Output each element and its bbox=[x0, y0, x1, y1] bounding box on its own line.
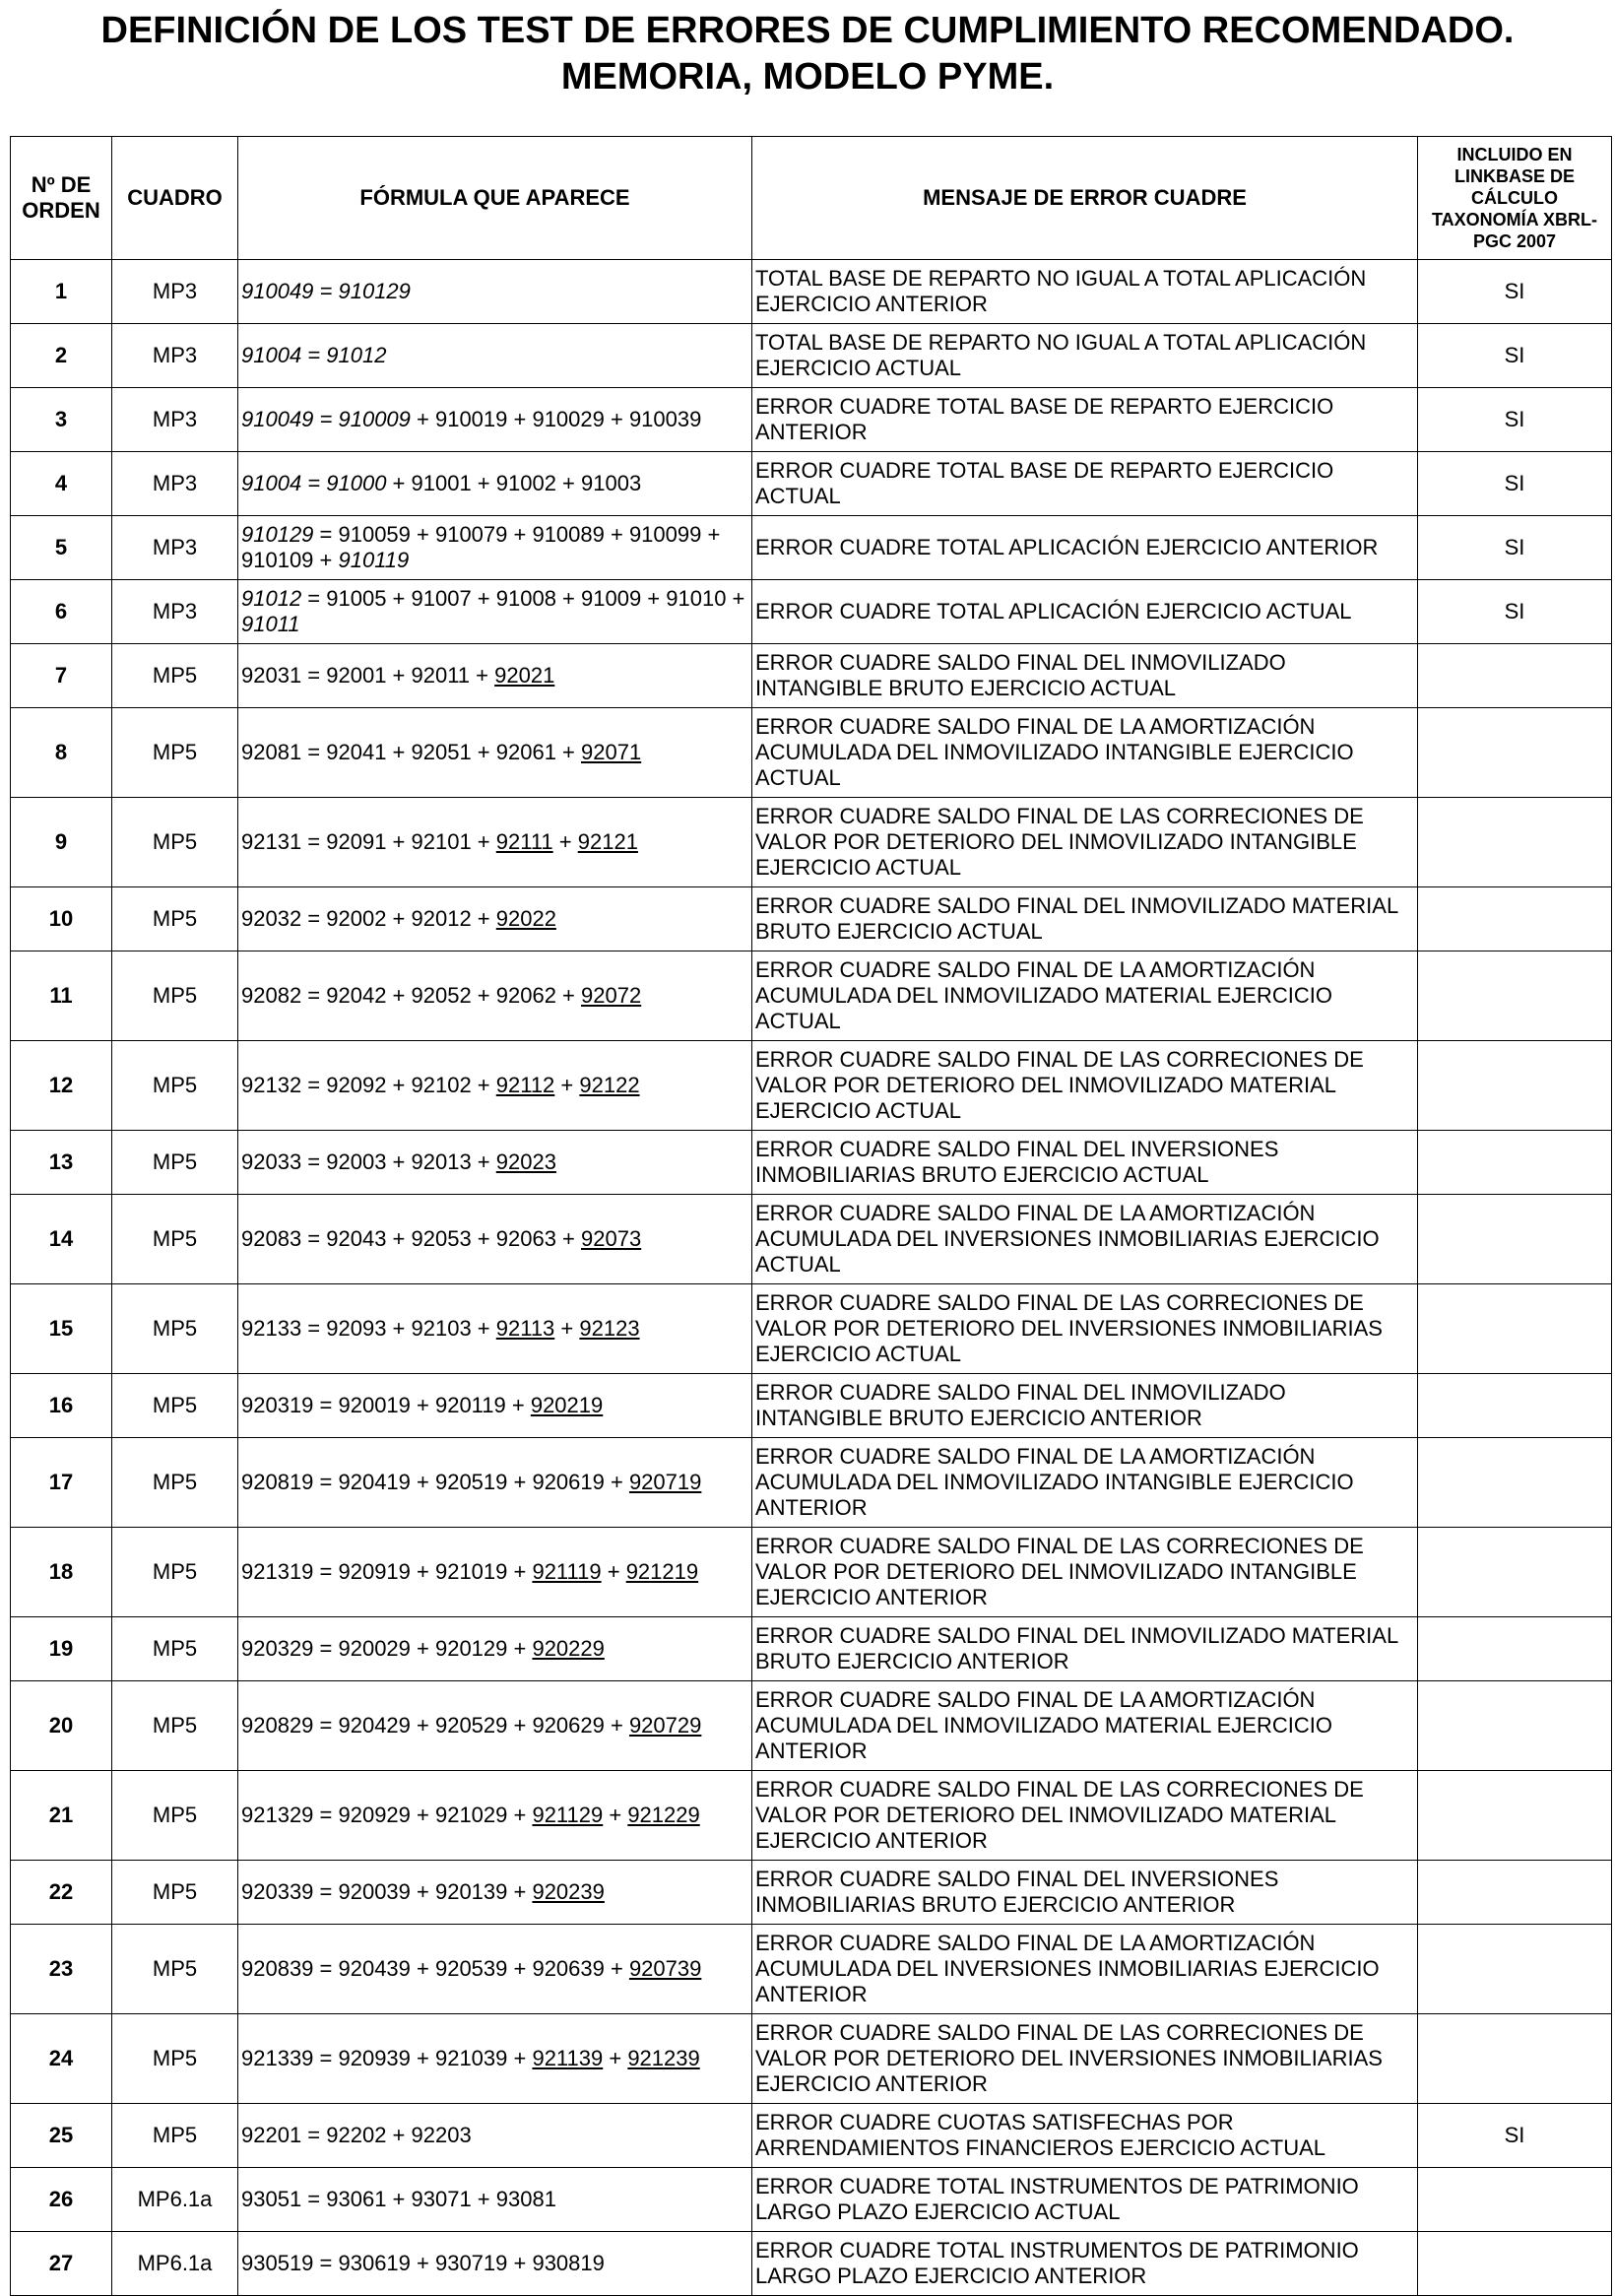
included-cell bbox=[1418, 1131, 1612, 1195]
title-line-2: MEMORIA, MODELO PYME. bbox=[560, 56, 1055, 98]
order-number-cell: 4 bbox=[11, 452, 112, 516]
cuadro-cell: MP3 bbox=[112, 516, 238, 580]
table-row bbox=[11, 1041, 1612, 1131]
included-cell bbox=[1418, 1528, 1612, 1617]
cuadro-cell: MP5 bbox=[112, 798, 238, 887]
table-row bbox=[11, 1617, 1612, 1681]
cuadro-cell: MP5 bbox=[112, 1771, 238, 1861]
order-number-cell: 6 bbox=[11, 580, 112, 644]
order-number-cell: 11 bbox=[11, 951, 112, 1041]
formula-segment: 92073 bbox=[581, 1226, 642, 1251]
error-message-cell: ERROR CUADRE SALDO FINAL DE LAS CORRECIONES DE VALOR POR DETERIORO DEL INVERSIONES INMOBILIARIAS EJERCICIO ACTUAL bbox=[752, 1284, 1418, 1374]
order-number-cell: 17 bbox=[11, 1438, 112, 1528]
order-number-cell: 5 bbox=[11, 516, 112, 580]
error-message-cell: ERROR CUADRE TOTAL APLICACIÓN EJERCICIO ANTERIOR bbox=[752, 516, 1418, 580]
formula-segment: 92121 bbox=[577, 829, 638, 854]
formula-segment: 92112 bbox=[495, 1073, 555, 1097]
included-cell: SI bbox=[1418, 580, 1612, 644]
error-message-cell: ERROR CUADRE SALDO FINAL DE LAS CORRECIONES DE VALOR POR DETERIORO DEL INMOVILIZADO INTANGIBLE EJERCICIO ANTERIOR bbox=[752, 1528, 1418, 1617]
error-message-cell: ERROR CUADRE SALDO FINAL DE LA AMORTIZACIÓN ACUMULADA DEL INMOVILIZADO MATERIAL EJERCICIO ANTERIOR bbox=[752, 1681, 1418, 1771]
formula-cell bbox=[238, 388, 752, 452]
order-number-cell: 2 bbox=[11, 324, 112, 388]
included-cell: SI bbox=[1418, 2104, 1612, 2168]
order-number-cell: 14 bbox=[11, 1195, 112, 1284]
formula-segment: 920329 = 920029 + 920129 + bbox=[241, 1636, 533, 1661]
table-row bbox=[11, 951, 1612, 1041]
error-message-cell: ERROR CUADRE SALDO FINAL DE LAS CORRECIONES DE VALOR POR DETERIORO DEL INVERSIONES INMOBILIARIAS EJERCICIO ANTERIOR bbox=[752, 2014, 1418, 2104]
formula-segment: 92113 bbox=[495, 1316, 555, 1341]
order-number-cell: 13 bbox=[11, 1131, 112, 1195]
formula-segment: 92033 = 92003 + 92013 + bbox=[241, 1149, 496, 1174]
formula-segment: + bbox=[552, 829, 578, 854]
table-row bbox=[11, 1374, 1612, 1438]
cuadro-cell: MP3 bbox=[112, 260, 238, 324]
formula-segment: + bbox=[554, 1073, 580, 1097]
table-row bbox=[11, 1771, 1612, 1861]
order-number-cell: 23 bbox=[11, 1925, 112, 2014]
order-number-cell: 8 bbox=[11, 708, 112, 798]
order-number-cell: 20 bbox=[11, 1681, 112, 1771]
cuadro-cell: MP5 bbox=[112, 1195, 238, 1284]
table-row bbox=[11, 1131, 1612, 1195]
formula-cell bbox=[238, 1771, 752, 1861]
table-row bbox=[11, 2232, 1612, 2296]
formula-cell bbox=[238, 1617, 752, 1681]
formula-segment: 921129 bbox=[532, 1803, 604, 1827]
formula-segment: 92032 = 92002 + 92012 + bbox=[241, 906, 496, 931]
order-number-cell: 15 bbox=[11, 1284, 112, 1374]
order-number-cell: 27 bbox=[11, 2232, 112, 2296]
formula-cell bbox=[238, 798, 752, 887]
formula-segment: + bbox=[554, 1316, 580, 1341]
error-message-cell: ERROR CUADRE SALDO FINAL DE LA AMORTIZACIÓN ACUMULADA DEL INVERSIONES INMOBILIARIAS EJERCICIO ANTERIOR bbox=[752, 1925, 1418, 2014]
table-row bbox=[11, 1284, 1612, 1374]
table-row bbox=[11, 2104, 1612, 2168]
included-cell bbox=[1418, 2014, 1612, 2104]
order-number-cell: 10 bbox=[11, 887, 112, 951]
formula-segment: + bbox=[601, 1559, 626, 1584]
formula-segment: 920319 = 920019 + 920119 + bbox=[241, 1393, 531, 1417]
formula-segment: 920839 = 920439 + 920539 + 920639 + bbox=[241, 1956, 629, 1981]
cuadro-cell: MP5 bbox=[112, 1861, 238, 1925]
error-message-cell: ERROR CUADRE SALDO FINAL DE LAS CORRECIONES DE VALOR POR DETERIORO DEL INMOVILIZADO MATERIAL EJERCICIO ACTUAL bbox=[752, 1041, 1418, 1131]
formula-segment: 92022 bbox=[495, 906, 556, 931]
order-number-cell: 16 bbox=[11, 1374, 112, 1438]
title-line-1: DEFINICIÓN DE LOS TEST DE ERRORES DE CUMPLIMIENTO RECOMENDADO. bbox=[100, 10, 1515, 51]
error-message-cell: ERROR CUADRE TOTAL BASE DE REPARTO EJERCICIO ANTERIOR bbox=[752, 388, 1418, 452]
error-message-cell: ERROR CUADRE SALDO FINAL DE LA AMORTIZACIÓN ACUMULADA DEL INMOVILIZADO INTANGIBLE EJERCICIO ANTERIOR bbox=[752, 1438, 1418, 1528]
formula-segment: 92021 bbox=[494, 663, 555, 688]
formula-segment: 92111 bbox=[495, 829, 553, 854]
formula-cell bbox=[238, 260, 752, 324]
table-row bbox=[11, 887, 1612, 951]
included-cell bbox=[1418, 1284, 1612, 1374]
error-message-cell: TOTAL BASE DE REPARTO NO IGUAL A TOTAL APLICACIÓN EJERCICIO ACTUAL bbox=[752, 324, 1418, 388]
cuadro-cell: MP5 bbox=[112, 887, 238, 951]
formula-segment: 921139 bbox=[532, 2046, 604, 2070]
error-message-cell: ERROR CUADRE SALDO FINAL DE LAS CORRECIONES DE VALOR POR DETERIORO DEL INMOVILIZADO MATERIAL EJERCICIO ANTERIOR bbox=[752, 1771, 1418, 1861]
order-number-cell: 7 bbox=[11, 644, 112, 708]
error-message-cell: ERROR CUADRE SALDO FINAL DEL INMOVILIZADO INTANGIBLE BRUTO EJERCICIO ANTERIOR bbox=[752, 1374, 1418, 1438]
cuadro-cell: MP5 bbox=[112, 2104, 238, 2168]
included-cell bbox=[1418, 1925, 1612, 2014]
included-cell: SI bbox=[1418, 452, 1612, 516]
included-cell bbox=[1418, 951, 1612, 1041]
formula-segment: 92201 = 92202 + 92203 bbox=[241, 2123, 472, 2147]
included-cell bbox=[1418, 887, 1612, 951]
error-message-cell: ERROR CUADRE SALDO FINAL DEL INMOVILIZADO MATERIAL BRUTO EJERCICIO ACTUAL bbox=[752, 887, 1418, 951]
formula-segment: 92082 = 92042 + 92052 + 92062 + bbox=[241, 983, 581, 1008]
included-cell bbox=[1418, 2168, 1612, 2232]
formula-segment: 910119 bbox=[338, 548, 410, 572]
table-row bbox=[11, 1861, 1612, 1925]
formula-cell bbox=[238, 1284, 752, 1374]
formula-segment: 921319 = 920919 + 921019 + bbox=[241, 1559, 533, 1584]
error-message-cell: ERROR CUADRE SALDO FINAL DEL INVERSIONES INMOBILIARIAS BRUTO EJERCICIO ANTERIOR bbox=[752, 1861, 1418, 1925]
error-message-cell: ERROR CUADRE SALDO FINAL DE LA AMORTIZACIÓN ACUMULADA DEL INMOVILIZADO INTANGIBLE EJERCICIO ACTUAL bbox=[752, 708, 1418, 798]
formula-segment: 920229 bbox=[532, 1636, 605, 1661]
formula-segment: 92132 = 92092 + 92102 + bbox=[241, 1073, 496, 1097]
table-row bbox=[11, 708, 1612, 798]
formula-cell bbox=[238, 324, 752, 388]
order-number-cell: 24 bbox=[11, 2014, 112, 2104]
formula-segment: 920739 bbox=[628, 1956, 702, 1981]
cuadro-cell: MP5 bbox=[112, 708, 238, 798]
formula-cell bbox=[238, 2014, 752, 2104]
cuadro-cell: MP3 bbox=[112, 452, 238, 516]
error-message-cell: ERROR CUADRE SALDO FINAL DEL INMOVILIZADO MATERIAL BRUTO EJERCICIO ANTERIOR bbox=[752, 1617, 1418, 1681]
table-row bbox=[11, 1925, 1612, 2014]
formula-segment: 92133 = 92093 + 92103 + bbox=[241, 1316, 496, 1341]
cuadro-cell: MP5 bbox=[112, 1528, 238, 1617]
table-row bbox=[11, 388, 1612, 452]
formula-cell bbox=[238, 1041, 752, 1131]
table-row bbox=[11, 644, 1612, 708]
included-cell: SI bbox=[1418, 260, 1612, 324]
formula-segment: 910049 = 910009 bbox=[241, 407, 411, 431]
order-number-cell: 21 bbox=[11, 1771, 112, 1861]
formula-segment: 92083 = 92043 + 92053 + 92063 + bbox=[241, 1226, 581, 1251]
formula-cell bbox=[238, 708, 752, 798]
formula-segment: + 91001 + 91002 + 91003 bbox=[386, 471, 642, 495]
formula-segment: 920829 = 920429 + 920529 + 920629 + bbox=[241, 1713, 629, 1738]
formula-segment: 93051 = 93061 + 93071 + 93081 bbox=[241, 2187, 556, 2211]
cuadro-cell: MP5 bbox=[112, 1438, 238, 1528]
included-cell bbox=[1418, 644, 1612, 708]
error-message-cell: ERROR CUADRE TOTAL INSTRUMENTOS DE PATRIMONIO LARGO PLAZO EJERCICIO ANTERIOR bbox=[752, 2232, 1418, 2296]
formula-segment: + bbox=[603, 1803, 628, 1827]
error-message-cell: ERROR CUADRE TOTAL APLICACIÓN EJERCICIO ACTUAL bbox=[752, 580, 1418, 644]
cuadro-cell: MP3 bbox=[112, 324, 238, 388]
error-message-cell: ERROR CUADRE TOTAL INSTRUMENTOS DE PATRIMONIO LARGO PLAZO EJERCICIO ACTUAL bbox=[752, 2168, 1418, 2232]
table-row bbox=[11, 798, 1612, 887]
formula-segment: 91004 = 91000 bbox=[241, 471, 387, 495]
table-row bbox=[11, 452, 1612, 516]
formula-segment: 91011 bbox=[241, 612, 300, 636]
table-row bbox=[11, 516, 1612, 580]
table-row bbox=[11, 1681, 1612, 1771]
error-test-table bbox=[10, 136, 1612, 2296]
formula-segment: 930519 = 930619 + 930719 + 930819 bbox=[241, 2251, 605, 2275]
table-row bbox=[11, 2014, 1612, 2104]
cuadro-cell: MP5 bbox=[112, 1131, 238, 1195]
formula-segment: 910129 bbox=[241, 522, 314, 547]
formula-segment: 92122 bbox=[579, 1073, 640, 1097]
formula-segment: 921119 bbox=[532, 1559, 602, 1584]
included-cell bbox=[1418, 1861, 1612, 1925]
included-cell bbox=[1418, 2232, 1612, 2296]
formula-cell bbox=[238, 580, 752, 644]
header-cuadro: CUADRO bbox=[112, 137, 238, 260]
formula-cell bbox=[238, 887, 752, 951]
header-formula: FÓRMULA QUE APARECE bbox=[238, 137, 752, 260]
table-row bbox=[11, 1528, 1612, 1617]
included-cell bbox=[1418, 1438, 1612, 1528]
cuadro-cell: MP5 bbox=[112, 1681, 238, 1771]
formula-segment: 921329 = 920929 + 921029 + bbox=[241, 1803, 533, 1827]
cuadro-cell: MP5 bbox=[112, 644, 238, 708]
included-cell bbox=[1418, 1041, 1612, 1131]
included-cell: SI bbox=[1418, 516, 1612, 580]
error-message-cell: ERROR CUADRE SALDO FINAL DE LA AMORTIZACIÓN ACUMULADA DEL INMOVILIZADO MATERIAL EJERCICIO ACTUAL bbox=[752, 951, 1418, 1041]
cuadro-cell: MP3 bbox=[112, 580, 238, 644]
formula-segment: + bbox=[603, 2046, 628, 2070]
included-cell: SI bbox=[1418, 388, 1612, 452]
formula-segment: 92123 bbox=[579, 1316, 640, 1341]
formula-segment: 92131 = 92091 + 92101 + bbox=[241, 829, 496, 854]
formula-cell bbox=[238, 452, 752, 516]
formula-segment: 920719 bbox=[628, 1470, 702, 1494]
cuadro-cell: MP5 bbox=[112, 951, 238, 1041]
error-message-cell: ERROR CUADRE SALDO FINAL DEL INVERSIONES INMOBILIARIAS BRUTO EJERCICIO ACTUAL bbox=[752, 1131, 1418, 1195]
cuadro-cell: MP5 bbox=[112, 2014, 238, 2104]
cuadro-cell: MP6.1a bbox=[112, 2232, 238, 2296]
formula-segment: 921219 bbox=[625, 1559, 699, 1584]
table-header-row bbox=[11, 137, 1612, 260]
formula-segment: + 910019 + 910029 + 910039 bbox=[410, 407, 702, 431]
formula-cell bbox=[238, 2168, 752, 2232]
formula-segment: = 91005 + 91007 + 91008 + 91009 + 91010 + bbox=[301, 586, 745, 611]
cuadro-cell: MP5 bbox=[112, 1041, 238, 1131]
formula-cell bbox=[238, 516, 752, 580]
cuadro-cell: MP5 bbox=[112, 1284, 238, 1374]
formula-cell bbox=[238, 1861, 752, 1925]
formula-segment: 921229 bbox=[627, 1803, 700, 1827]
table-row bbox=[11, 2168, 1612, 2232]
included-cell bbox=[1418, 1681, 1612, 1771]
order-number-cell: 19 bbox=[11, 1617, 112, 1681]
order-number-cell: 1 bbox=[11, 260, 112, 324]
formula-cell bbox=[238, 1131, 752, 1195]
formula-segment: 920339 = 920039 + 920139 + bbox=[241, 1879, 533, 1904]
formula-segment: 92023 bbox=[495, 1149, 556, 1174]
included-cell bbox=[1418, 1617, 1612, 1681]
cuadro-cell: MP5 bbox=[112, 1925, 238, 2014]
formula-segment: 920219 bbox=[530, 1393, 604, 1417]
included-cell bbox=[1418, 1195, 1612, 1284]
included-cell: SI bbox=[1418, 324, 1612, 388]
formula-segment: 92071 bbox=[581, 740, 642, 764]
formula-cell bbox=[238, 1195, 752, 1284]
order-number-cell: 3 bbox=[11, 388, 112, 452]
cuadro-cell: MP5 bbox=[112, 1374, 238, 1438]
header-mensaje: MENSAJE DE ERROR CUADRE bbox=[752, 137, 1418, 260]
formula-segment: 91004 = 91012 bbox=[241, 343, 387, 367]
formula-cell bbox=[238, 1438, 752, 1528]
formula-cell bbox=[238, 1925, 752, 2014]
formula-segment: 92081 = 92041 + 92051 + 92061 + bbox=[241, 740, 581, 764]
formula-segment: 920819 = 920419 + 920519 + 920619 + bbox=[241, 1470, 629, 1494]
formula-cell bbox=[238, 2104, 752, 2168]
table-row bbox=[11, 1195, 1612, 1284]
formula-segment: 920239 bbox=[532, 1879, 605, 1904]
error-message-cell: TOTAL BASE DE REPARTO NO IGUAL A TOTAL APLICACIÓN EJERCICIO ANTERIOR bbox=[752, 260, 1418, 324]
order-number-cell: 26 bbox=[11, 2168, 112, 2232]
header-orden: Nº DE ORDEN bbox=[11, 137, 112, 260]
header-incluido: INCLUIDO EN LINKBASE DE CÁLCULO TAXONOMÍA XBRL-PGC 2007 bbox=[1418, 137, 1612, 260]
order-number-cell: 25 bbox=[11, 2104, 112, 2168]
error-message-cell: ERROR CUADRE TOTAL BASE DE REPARTO EJERCICIO ACTUAL bbox=[752, 452, 1418, 516]
included-cell bbox=[1418, 1374, 1612, 1438]
error-message-cell: ERROR CUADRE SALDO FINAL DE LA AMORTIZACIÓN ACUMULADA DEL INVERSIONES INMOBILIARIAS EJERCICIO ACTUAL bbox=[752, 1195, 1418, 1284]
order-number-cell: 18 bbox=[11, 1528, 112, 1617]
formula-segment: = 910059 + 910079 + 910089 + 910099 + 910109 + bbox=[241, 522, 721, 572]
included-cell bbox=[1418, 1771, 1612, 1861]
formula-segment: 910049 = 910129 bbox=[241, 279, 411, 303]
order-number-cell: 9 bbox=[11, 798, 112, 887]
table-row bbox=[11, 1438, 1612, 1528]
formula-cell bbox=[238, 951, 752, 1041]
document-title bbox=[0, 8, 1615, 100]
cuadro-cell: MP5 bbox=[112, 1617, 238, 1681]
formula-segment: 92031 = 92001 + 92011 + bbox=[241, 663, 495, 688]
formula-segment: 92072 bbox=[581, 983, 642, 1008]
formula-cell bbox=[238, 1528, 752, 1617]
error-message-cell: ERROR CUADRE SALDO FINAL DE LAS CORRECIONES DE VALOR POR DETERIORO DEL INMOVILIZADO INTANGIBLE EJERCICIO ACTUAL bbox=[752, 798, 1418, 887]
order-number-cell: 22 bbox=[11, 1861, 112, 1925]
formula-cell bbox=[238, 1681, 752, 1771]
error-message-cell: ERROR CUADRE SALDO FINAL DEL INMOVILIZADO INTANGIBLE BRUTO EJERCICIO ACTUAL bbox=[752, 644, 1418, 708]
table-row bbox=[11, 324, 1612, 388]
cuadro-cell: MP6.1a bbox=[112, 2168, 238, 2232]
cuadro-cell: MP3 bbox=[112, 388, 238, 452]
formula-segment: 920729 bbox=[628, 1713, 702, 1738]
formula-segment: 921239 bbox=[627, 2046, 700, 2070]
formula-cell bbox=[238, 1374, 752, 1438]
table-row bbox=[11, 260, 1612, 324]
error-message-cell: ERROR CUADRE CUOTAS SATISFECHAS POR ARRENDAMIENTOS FINANCIEROS EJERCICIO ACTUAL bbox=[752, 2104, 1418, 2168]
formula-segment: 91012 bbox=[241, 586, 302, 611]
order-number-cell: 12 bbox=[11, 1041, 112, 1131]
included-cell bbox=[1418, 708, 1612, 798]
table-row bbox=[11, 580, 1612, 644]
formula-cell bbox=[238, 644, 752, 708]
included-cell bbox=[1418, 798, 1612, 887]
table-body bbox=[11, 260, 1612, 2296]
formula-cell bbox=[238, 2232, 752, 2296]
formula-segment: 921339 = 920939 + 921039 + bbox=[241, 2046, 533, 2070]
